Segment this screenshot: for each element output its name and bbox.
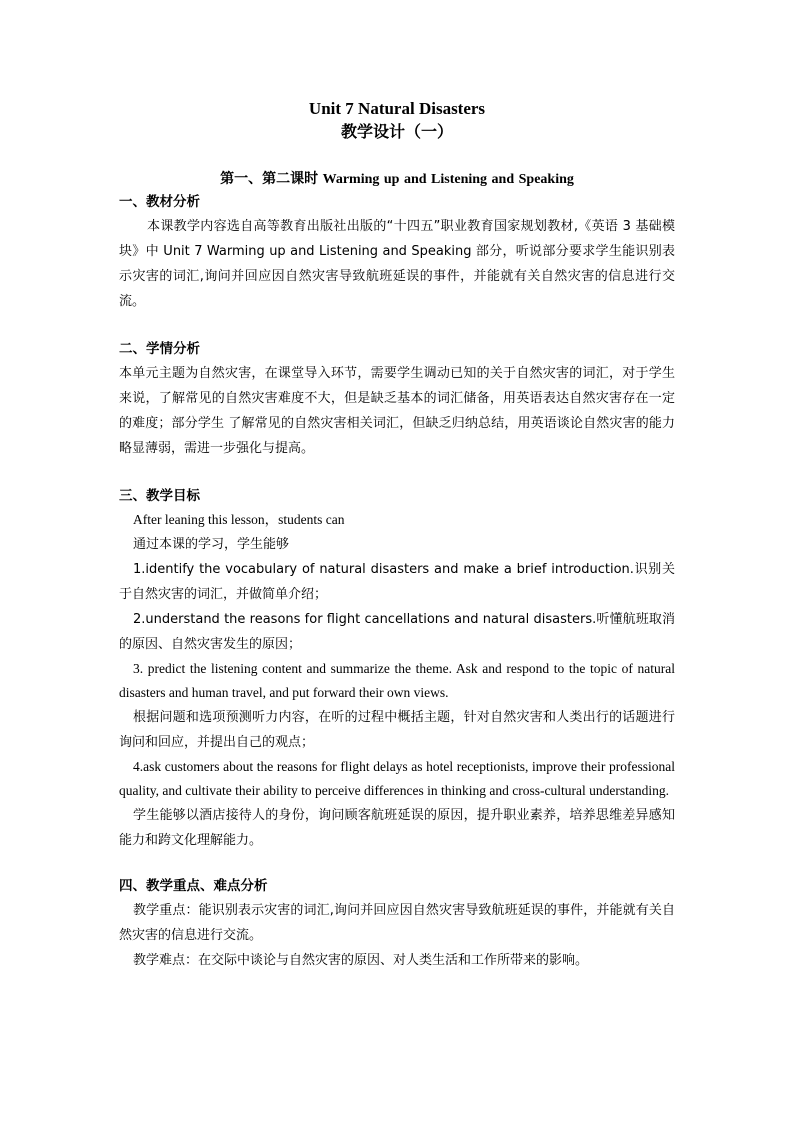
objectives-intro-en: After leaning this lesson，students can xyxy=(133,512,345,527)
textbook-analysis-text: 本课教学内容选自高等教育出版社出版的“十四五”职业教育国家规划教材,《英语 3 基础模块》中 Unit 7 Warming up and Listening and Speaking 部分，听说部分要求学生能识别表示灾害的词汇,询问并回应因自然灾害导致航班延误的事件，并能就有关自然灾害的信息进行交流。 xyxy=(119,219,675,309)
spacer xyxy=(119,853,675,875)
objective-item-3-en: 3. predict the listening content and summarize the theme. Ask and respond to the topic of natural disasters and human travel, and put forward their own views. xyxy=(119,661,675,700)
section-heading-textbook-analysis: 一、教材分析 xyxy=(119,194,200,210)
spacer xyxy=(119,461,675,485)
key-point-text: 教学重点：能识别表示灾害的词汇,询问并回应因自然灾害导致航班延误的事件，并能就有关自然灾害的信息进行交流。 xyxy=(119,903,675,943)
section-heading-key-points: 四、教学重点、难点分析 xyxy=(119,878,268,894)
objective-item-4-en: 4.ask customers about the reasons for flight delays as hotel receptionists, improve their professional quality, and cultivate their ability to perceive differences in thinking and cross-cultural understanding. xyxy=(119,759,675,798)
difficult-point xyxy=(119,948,675,973)
objectives-intro-cn-text: 通过本课的学习，学生能够 xyxy=(133,537,290,552)
document-title-en: Unit 7 Natural Disasters xyxy=(308,99,486,118)
objective-item-2 xyxy=(119,607,675,657)
key-point xyxy=(119,898,675,948)
objective-item-2-text: 2.understand the reasons for flight cancellations and natural disasters.听懂航班取消的原因、自然灾害发生的原因； xyxy=(119,612,675,652)
spacer xyxy=(119,314,675,338)
student-analysis-body xyxy=(119,361,675,461)
objective-item-4-cn xyxy=(119,803,675,853)
difficult-point-text: 教学难点：在交际中谈论与自然灾害的原因、对人类生活和工作所带来的影响。 xyxy=(133,953,589,968)
textbook-analysis-body xyxy=(119,214,675,314)
section-heading-objectives: 三、教学目标 xyxy=(119,488,200,504)
student-analysis-text: 本单元主题为自然灾害，在课堂导入环节，需要学生调动已知的关于自然灾害的词汇，对于学生来说，了解常见的自然灾害难度不大，但是缺乏基本的词汇储备，用英语表达自然灾害存在一定的难度；部分学生 了解常见的自然灾害相关词汇，但缺乏归纳总结，用英语谈论自然灾害的能力略显薄弱，需进一步强化与提高。 xyxy=(119,366,675,456)
lesson-heading: 第一、第二课时 Warming up and Listening and Speaking xyxy=(220,172,574,187)
objective-item-1-text: 1.identify the vocabulary of natural disasters and make a brief introduction.识别关于自然灾害的词汇，并做简单介绍； xyxy=(119,562,675,602)
objective-item-1 xyxy=(119,557,675,607)
document-content xyxy=(119,98,675,973)
objectives-intro-cn xyxy=(119,532,675,557)
objective-item-4-cn-text: 学生能够以酒店接待人的身份，询问顾客航班延误的原因，提升职业素养，培养思维差异感知能力和跨文化理解能力。 xyxy=(119,808,675,848)
objective-item-3-cn-text: 根据问题和选项预测听力内容，在听的过程中概括主题，针对自然灾害和人类出行的话题进行询问和回应，并提出自己的观点； xyxy=(119,710,675,750)
document-title-cn: 教学设计（一） xyxy=(340,122,453,141)
objective-item-3-cn xyxy=(119,705,675,755)
section-heading-student-analysis: 二、学情分析 xyxy=(119,341,200,357)
